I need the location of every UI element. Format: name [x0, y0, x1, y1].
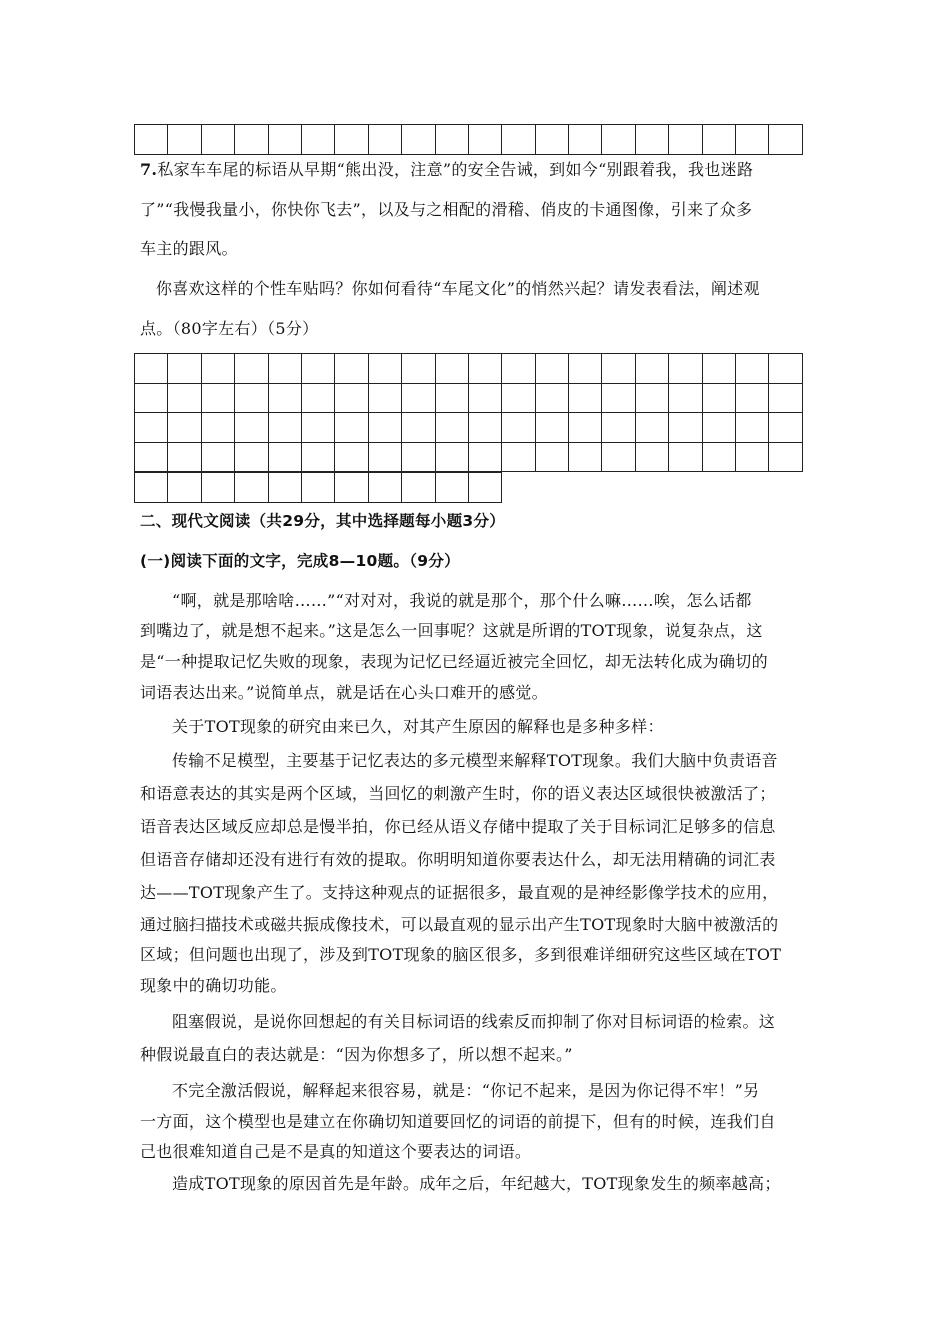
- question-7-line-3: 车主的跟风。: [140, 239, 238, 258]
- grid-row: [135, 442, 803, 472]
- passage-line: 传输不足模型，主要基于记忆表达的多元模型来解释TOT现象。我们大脑中负责语音: [172, 751, 778, 770]
- answer-grid-top[interactable]: [134, 124, 803, 155]
- passage-line: 区域；但问题也出现了，涉及到TOT现象的脑区很多，多到很难详细研究这些区域在TOT: [140, 945, 782, 964]
- passage-line: 和语意表达的其实是两个区域，当回忆的刺激产生时，你的语义表达区域很快被激活了；: [140, 784, 776, 803]
- passage-line: 通过脑扫描技术或磁共振成像技术，可以最直观的显示出产生TOT现象时大脑中被激活的: [140, 915, 779, 934]
- passage-line: 词语表达出来。”说简单点，就是话在心头口难开的感觉。: [140, 683, 548, 702]
- passage-line: 达——TOT现象产生了。支持这种观点的证据很多，最直观的是神经影像学技术的应用，: [140, 883, 779, 902]
- grid-row: [135, 413, 803, 443]
- passage-line: 阻塞假说，是说你回想起的有关目标词语的线索反而抑制了你对目标词语的检索。这: [172, 1012, 776, 1031]
- passage-line: 但语音存储却还没有进行有效的提取。你明明知道你要表达什么，却无法用精确的词汇表: [140, 850, 776, 869]
- passage-line: 一方面，这个模型也是建立在你确切知道要回忆的词语的前提下，但有的时候，连我们自: [140, 1112, 776, 1131]
- answer-grid-q7-last-row[interactable]: [134, 472, 502, 503]
- question-7-line-1: 7.私家车车尾的标语从早期“熊出没，注意”的安全告诫，到如今“别跟着我，我也迷路: [140, 160, 754, 179]
- passage-line: 语音表达区域反应却总是慢半拍，你已经从语义存储中提取了关于目标词汇足够多的信息: [140, 817, 776, 836]
- passage-line: 不完全激活假说，解释起来很容易，就是：“你记不起来，是因为你记得不牢！”另: [172, 1081, 760, 1100]
- subsection-heading: (一)阅读下面的文字，完成8—10题。（9分）: [140, 552, 460, 570]
- answer-grid-q7[interactable]: [134, 353, 803, 472]
- passage-line: 己也很难知道自己是不是真的知道这个要表达的词语。: [140, 1142, 532, 1161]
- passage-line: 造成TOT现象的原因首先是年龄。成年之后，年纪越大，TOT现象发生的频率越高；: [172, 1174, 781, 1193]
- question-7-prompt-line-1: 你喜欢这样的个性车贴吗？你如何看待“车尾文化”的悄然兴起？请发表看法，阐述观: [156, 279, 760, 298]
- grid-row: [135, 473, 502, 503]
- section-heading: 二、现代文阅读（共29分，其中选择题每小题3分）: [140, 512, 506, 530]
- question-number: 7.: [140, 160, 158, 179]
- question-7-line-2: 了”“我慢我量小，你快你飞去”，以及与之相配的滑稽、俏皮的卡通图像，引来了众多: [140, 200, 753, 219]
- question-7-prompt-line-2: 点。（80字左右）（5分）: [140, 319, 319, 338]
- grid-row: [135, 383, 803, 413]
- passage-line: 关于TOT现象的研究由来已久，对其产生原因的解释也是多种多样：: [172, 717, 664, 736]
- passage-line: 到嘴边了，就是想不起来。”这是怎么一回事呢？这就是所谓的TOT现象，说复杂点，这: [140, 621, 763, 640]
- grid-row: [135, 354, 803, 384]
- passage-line: 种假说最直白的表达就是：“因为你想多了，所以想不起来。”: [140, 1045, 573, 1064]
- passage-line: 是“一种提取记忆失败的现象，表现为记忆已经逼近被完全回忆，却无法转化成为确切的: [140, 652, 768, 671]
- grid-row: [135, 125, 803, 155]
- passage-line: “啊，就是那啥啥……”“对对对，我说的就是那个，那个什么嘛……唉，怎么话都: [172, 591, 752, 610]
- passage-line: 现象中的确切功能。: [140, 976, 287, 995]
